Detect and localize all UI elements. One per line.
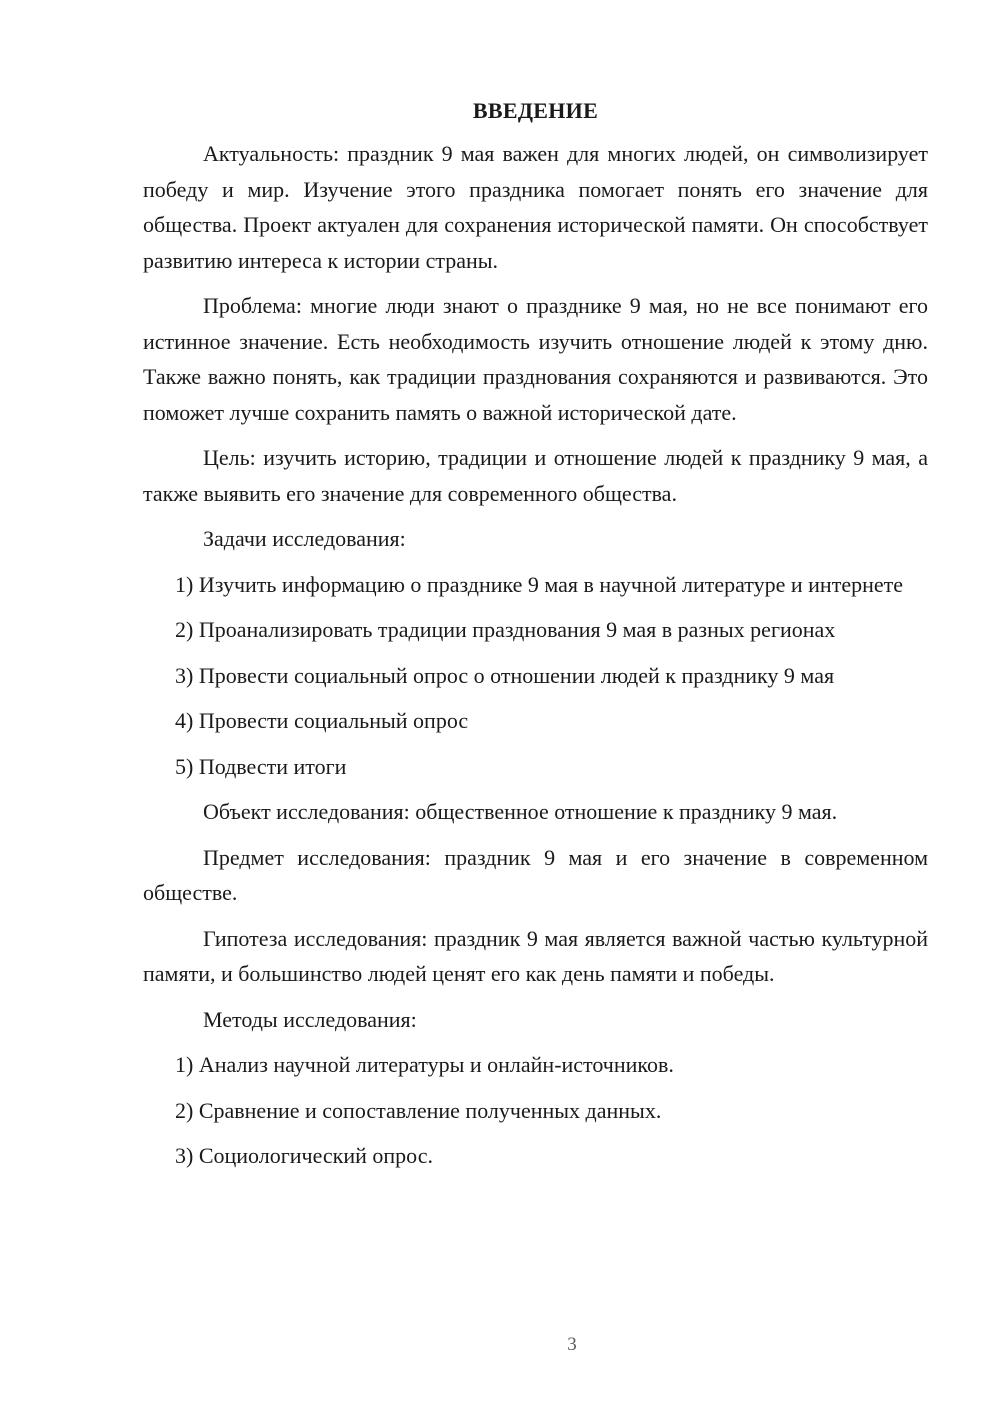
page-title: ВВЕДЕНИЕ (472, 98, 599, 123)
list-item: 2) Проанализировать традиции празднования 9 мая в разных регионах (175, 617, 836, 642)
list-item: 2) Сравнение и сопоставление полученных данных. (175, 1097, 662, 1123)
list-item: 3) Социологический опрос. (175, 1143, 433, 1168)
page-number: 3 (567, 1334, 577, 1355)
goal-paragraph: Цель: изучить историю, традиции и отношение людей к празднику 9 мая, а также выявить его значение для современного общества. (143, 445, 928, 506)
hypothesis-paragraph: Гипотеза исследования: праздник 9 мая является важной частью культурной памяти, и большинство людей ценят его как день памяти и победы. (143, 925, 928, 986)
list-item: 1) Анализ научной литературы и онлайн-источников. (175, 1052, 674, 1077)
relevance-paragraph: Актуальность: праздник 9 мая важен для многих людей, он символизирует победу и мир. Изучение этого праздника помогает понять его значение для общества. Проект актуален для сохранения исторической памяти. Он способствует развитию интереса к истории страны. (143, 141, 928, 273)
tasks-heading: Задачи исследования: (203, 526, 406, 551)
list-item: 4) Провести социальный опрос (175, 708, 469, 733)
object-paragraph: Объект исследования: общественное отношение к празднику 9 мая. (203, 799, 838, 824)
methods-heading: Методы исследования: (203, 1006, 417, 1032)
list-item: 3) Провести социальный опрос о отношении людей к празднику 9 мая (175, 662, 835, 688)
subject-paragraph: Предмет исследования: праздник 9 мая и его значение в современном обществе. (143, 844, 928, 905)
problem-paragraph: Проблема: многие люди знают о празднике 9 мая, но не все понимают его истинное значение. Есть необходимость изучить отношение людей к этому дню. Также важно понять, как традиции празднования сохраняются и развиваются. Это поможет лучше сохранить память о важной исторической дате. (143, 293, 928, 425)
list-item: 1) Изучить информацию о празднике 9 мая в научной литературе и интернете (175, 571, 903, 597)
list-item: 5) Подвести итоги (175, 753, 347, 779)
page-content (143, 96, 928, 1184)
